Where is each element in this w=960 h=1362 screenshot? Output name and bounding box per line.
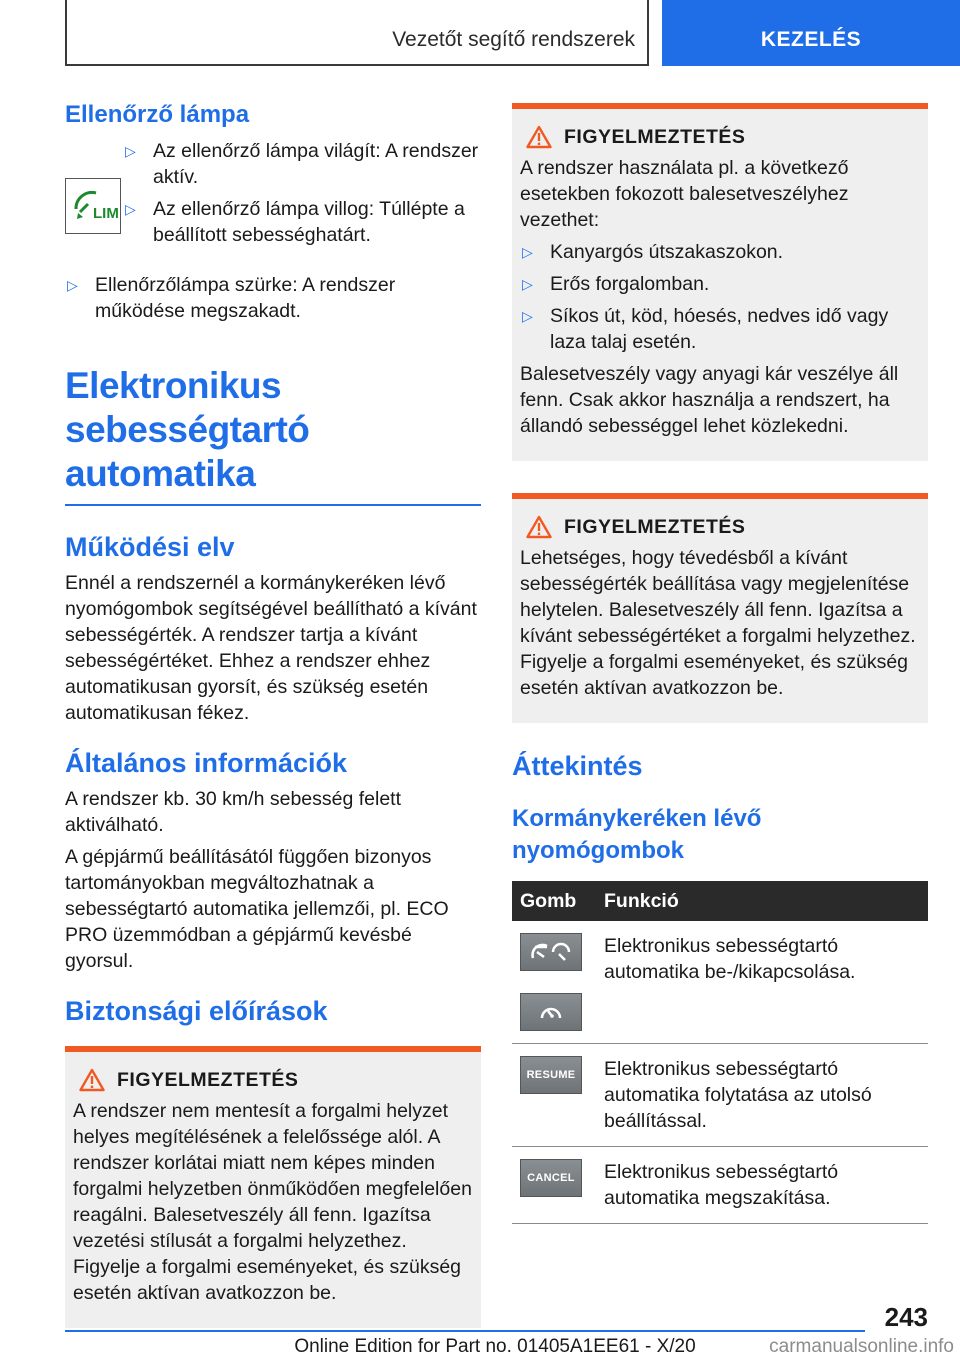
warning-title: FIGYELMEZTETÉS xyxy=(564,515,746,538)
warning-intro: A rendszer használata pl. a következő esetekben fokozott balesetveszélyhez vezethet: xyxy=(520,157,849,231)
warning-text: A rendszer nem mentesít a forgalmi helyzet helyes megítélésének a felelőssége alól. A rendszer korlátai miatt nem képes minden forgalmi helyzetben önműködően megfelelően reagálni. Balesetveszély áll fenn. Igazítsa vezetési stílusát a forgalmi helyzethez. Figyelje a forgalmi eseményeket, és szükség esetén aktívan avatkozzon be. xyxy=(73,1100,472,1304)
warning-box xyxy=(512,103,928,461)
header-section-title: Vezetőt segítő rendszerek xyxy=(392,28,635,51)
table-header-function: Funkció xyxy=(596,881,928,921)
warning-title: FIGYELMEZTETÉS xyxy=(117,1068,299,1091)
warning-triangle-icon xyxy=(79,1068,105,1092)
speed-limiter-lamp-icon xyxy=(65,178,121,234)
warning-outro: Balesetveszély vagy anyagi kár veszélye áll fenn. Csak akkor használja a rendszert, ha állandó sebességgel lehet közlekedni. xyxy=(520,363,899,437)
table-cell-function: Elektronikus sebességtartó automatika be-/kikapcsolása. xyxy=(596,921,928,1044)
lamp-section xyxy=(65,138,481,258)
svg-text:LIM: LIM xyxy=(93,205,119,222)
cruise-onoff-icon xyxy=(520,933,582,971)
lamp-heading: Ellenőrző lámpa xyxy=(65,101,250,128)
lamp-item: ▷ Az ellenőrző lámpa villog: Túllépte a beállított sebességhatárt. xyxy=(125,198,465,246)
footer-edition: Online Edition for Part no. 01405A1EE61 - X/20 xyxy=(294,1336,696,1357)
safety-heading: Biztonsági előírások xyxy=(65,996,328,1026)
warning-list-item: ▷ Kanyargós útszakaszokon. xyxy=(522,241,784,263)
table-cell-function: Elektronikus sebességtartó automatika folytatása az utolsó beállítással. xyxy=(596,1044,928,1147)
principle-heading: Működési elv xyxy=(65,532,235,562)
warning-box xyxy=(512,493,928,723)
buttons-table xyxy=(512,881,928,1224)
header-section-box xyxy=(65,0,649,66)
triangle-bullet-icon: ▷ xyxy=(522,276,533,292)
general-heading: Általános információk xyxy=(65,748,348,778)
warning-list-item: ▷ Síkos út, köd, hóesés, nedves idő vagy laza talaj esetén. xyxy=(522,305,889,353)
main-title: Elektronikus sebességtartó automatika xyxy=(65,365,310,494)
general-paragraph: A gépjármű beállításától függően bizonyos tartományokban megváltozhatnak a sebességtartó automatika jellemzői, pl. ECO PRO üzemmódban a gépjármű kevésbé gyorsul. xyxy=(65,846,449,972)
lamp-item: ▷ Az ellenőrző lámpa világít: A rendszer aktív. xyxy=(125,140,479,188)
triangle-bullet-icon: ▷ xyxy=(125,201,136,217)
warning-triangle-icon xyxy=(526,125,552,149)
triangle-bullet-icon: ▷ xyxy=(125,143,136,159)
buttons-heading: Kormánykeréken lévő nyomógombok xyxy=(512,805,762,864)
resume-button-icon: RESUME xyxy=(520,1056,582,1094)
table-header-button: Gomb xyxy=(512,881,596,921)
table-row xyxy=(512,1044,928,1147)
cruise-onoff-alt-icon xyxy=(520,993,582,1031)
principle-text: Ennél a rendszernél a kormánykeréken lévő nyomógombok segítségével beállítható a kívánt sebességérték. A rendszer tartja a kívánt sebességértéket. Ehhez a rendszer ehhez automatikusan gyorsít, és szükség esetén automatikusan fékez. xyxy=(65,572,477,724)
warning-box xyxy=(65,1046,481,1328)
table-row xyxy=(512,1147,928,1224)
cancel-button-icon: CANCEL xyxy=(520,1159,582,1197)
warning-text: Lehetséges, hogy tévedésből a kívánt sebességérték beállítása vagy megjelenítése helytelen. Balesetveszély áll fenn. Igazítsa a kívánt sebességértéket a forgalmi helyzethez. Figyelje a forgalmi eseményeket, és szükség esetén aktívan avatkozzon be. xyxy=(520,547,916,699)
overview-heading: Áttekintés xyxy=(512,751,643,781)
header-chapter-label: KEZELÉS xyxy=(760,28,862,51)
warning-triangle-icon xyxy=(526,515,552,539)
table-cell-function: Elektronikus sebességtartó automatika megszakítása. xyxy=(596,1147,928,1224)
warning-list-item: ▷ Erős forgalomban. xyxy=(522,273,710,295)
footer-rule xyxy=(65,1330,865,1332)
warning-title: FIGYELMEZTETÉS xyxy=(564,125,746,148)
title-rule xyxy=(65,504,481,506)
page-number: 243 xyxy=(884,1302,928,1332)
triangle-bullet-icon: ▷ xyxy=(522,308,533,324)
lamp-grey-item: ▷ Ellenőrzőlámpa szürke: A rendszer működése megszakadt. xyxy=(67,274,396,322)
table-row xyxy=(512,921,928,1044)
triangle-bullet-icon: ▷ xyxy=(522,244,533,260)
footer-watermark: carmanualsonline.info xyxy=(769,1336,954,1357)
left-column xyxy=(65,100,481,1328)
header-chapter-tab[interactable] xyxy=(662,0,960,66)
general-paragraph: A rendszer kb. 30 km/h sebesség felett aktiválható. xyxy=(65,788,402,836)
right-column xyxy=(512,103,928,1224)
triangle-bullet-icon: ▷ xyxy=(67,277,78,293)
